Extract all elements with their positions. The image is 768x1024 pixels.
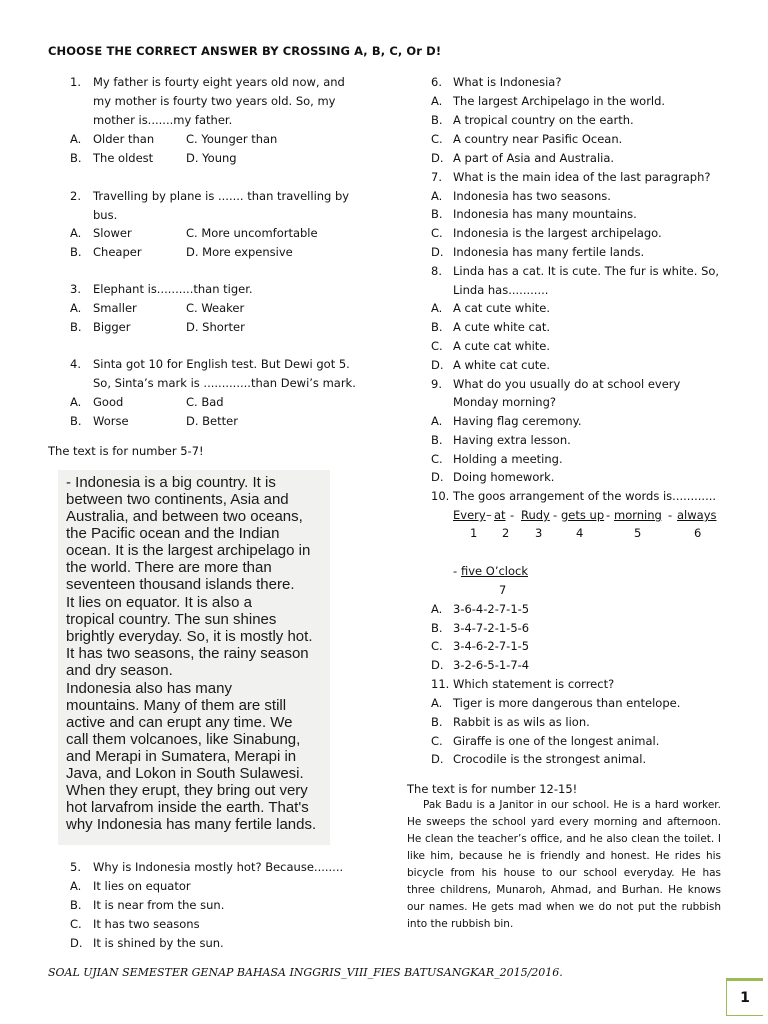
q8-stem-line2: Linda has...........: [453, 283, 549, 297]
q5-option-label[interactable]: C.: [70, 917, 82, 931]
passage-line: It has two seasons, the rainy season: [66, 645, 309, 662]
q10-option[interactable]: 3-6-4-2-7-1-5: [453, 602, 530, 616]
q2-option-b[interactable]: Cheaper: [93, 245, 142, 259]
passage-line: between two continents, Asia and: [66, 491, 289, 508]
q1-option-c[interactable]: C. Younger than: [186, 132, 278, 146]
q5-option-label[interactable]: B.: [70, 898, 82, 912]
q1-stem-line: my mother is fourty two years old. So, my: [93, 94, 336, 108]
passage-line: ocean. It is the largest archipelago in: [66, 542, 311, 559]
q10-word: at: [494, 508, 506, 522]
q8-option-label[interactable]: B.: [431, 320, 443, 334]
q3-option-d[interactable]: D. Shorter: [186, 320, 245, 334]
q9-option[interactable]: Doing homework.: [453, 470, 555, 484]
passage-line: Java, and Lokon in South Sulawesi.: [66, 765, 304, 782]
q10-option-label[interactable]: B.: [431, 621, 443, 635]
q5-option[interactable]: It is near from the sun.: [93, 898, 225, 912]
q5-option-label[interactable]: D.: [70, 936, 83, 950]
q10-dash: -: [453, 564, 458, 578]
q4-option-a-label[interactable]: A.: [70, 395, 82, 409]
text-intro-12-15: The text is for number 12-15!: [407, 782, 578, 796]
q4-number: 4.: [70, 357, 81, 371]
q6-option-label[interactable]: A.: [431, 94, 443, 108]
q1-option-a[interactable]: Older than: [93, 132, 155, 146]
passage-line: active and can erupt any time. We: [66, 714, 293, 731]
q5-option[interactable]: It has two seasons: [93, 917, 200, 931]
q6-option[interactable]: A tropical country on the earth.: [453, 113, 634, 127]
q4-option-c[interactable]: C. Bad: [186, 395, 224, 409]
passage-line: tropical country. The sun shines: [66, 611, 277, 628]
q10-dash: -: [606, 508, 611, 522]
q11-option-label[interactable]: C.: [431, 734, 443, 748]
q10-dash: -: [510, 508, 515, 522]
passage-pak-badu: [407, 797, 721, 933]
q6-option[interactable]: A part of Asia and Australia.: [453, 151, 615, 165]
q11-option[interactable]: Rabbit is as wils as lion.: [453, 715, 590, 729]
passage-line: hot larvafrom inside the earth. That's: [66, 799, 309, 816]
q8-option[interactable]: A cat cute white.: [453, 301, 551, 315]
q3-option-b-label[interactable]: B.: [70, 320, 82, 334]
q2-stem-line: bus.: [93, 208, 118, 222]
passage-text: Pak Badu is a Janitor in our school. He is a hard worker. He sweeps the school yard every morning and afternoon. He clean the teacher’s office, and he also clean the toilet. I like him, because he is friendly and honest. He rides his bicycle from his house to our school everyday. He has three childrens, Munaroh, Ahmad, and Burhan. He knows our names. He gets mad when we do not put the rubbish into the rubbish bin.: [407, 799, 721, 930]
q8-option[interactable]: A cute cat white.: [453, 339, 551, 353]
q7-stem: What is the main idea of the last paragraph?: [453, 170, 711, 184]
q5-option-label[interactable]: A.: [70, 879, 82, 893]
q8-option-label[interactable]: D.: [431, 358, 444, 372]
q2-option-a[interactable]: Slower: [93, 226, 132, 240]
q6-option-label[interactable]: C.: [431, 132, 443, 146]
q9-option-label[interactable]: B.: [431, 433, 443, 447]
text-intro-5-7: The text is for number 5-7!: [48, 444, 204, 458]
q9-option[interactable]: Having extra lesson.: [453, 433, 571, 447]
q10-word-number: 3: [535, 526, 543, 540]
q10-word-list: [0, 506, 768, 525]
passage-line: the Pacific ocean and the Indian: [66, 525, 280, 542]
passage-line: the world. There are more than: [66, 559, 272, 576]
q11-option[interactable]: Giraffe is one of the longest animal.: [453, 734, 660, 748]
q10-number-list: [0, 524, 768, 543]
q6-stem: What is Indonesia?: [453, 75, 562, 89]
q7-option-label[interactable]: A.: [431, 189, 443, 203]
q2-option-c[interactable]: C. More uncomfortable: [186, 226, 318, 240]
q1-option-a-label[interactable]: A.: [70, 132, 82, 146]
q11-option-label[interactable]: D.: [431, 752, 444, 766]
q9-option[interactable]: Holding a meeting.: [453, 452, 563, 466]
q7-option[interactable]: Indonesia has two seasons.: [453, 189, 611, 203]
q10-option-label[interactable]: A.: [431, 602, 443, 616]
q1-number: 1.: [70, 75, 81, 89]
q4-option-a[interactable]: Good: [93, 395, 124, 409]
q7-option-label[interactable]: C.: [431, 226, 443, 240]
q10-word-7: five O’clock: [461, 564, 529, 578]
q1-option-d[interactable]: D. Young: [186, 151, 237, 165]
q1-option-b-label[interactable]: B.: [70, 151, 82, 165]
q3-stem-line: Elephant is..........than tiger.: [93, 282, 253, 296]
q10-word-number: 2: [502, 526, 510, 540]
q6-number: 6.: [431, 75, 442, 89]
q4-stem-line: So, Sinta’s mark is .............than Dewi’s mark.: [93, 376, 356, 390]
q10-word-number: 5: [634, 526, 642, 540]
passage-line: why Indonesia has many fertile lands.: [66, 816, 317, 833]
q3-option-a[interactable]: Smaller: [93, 301, 137, 315]
page-number-text: 1: [740, 990, 750, 1006]
q6-option-label[interactable]: D.: [431, 151, 444, 165]
q10-word-number: 4: [576, 526, 584, 540]
q10-option-label[interactable]: D.: [431, 658, 444, 672]
q10-word: Rudy: [521, 508, 550, 522]
q10-option[interactable]: 3-4-7-2-1-5-6: [453, 621, 530, 635]
q9-option-label[interactable]: A.: [431, 414, 443, 428]
q3-option-b[interactable]: Bigger: [93, 320, 131, 334]
passage-line: call them volcanoes, like Sinabung,: [66, 731, 301, 748]
q10-option[interactable]: 3-2-6-5-1-7-4: [453, 658, 530, 672]
q5-number: 5.: [70, 860, 81, 874]
q9-option-label[interactable]: D.: [431, 470, 444, 484]
q3-option-c[interactable]: C. Weaker: [186, 301, 245, 315]
q9-stem: What do you usually do at school every: [453, 377, 681, 391]
passage-line: and dry season.: [66, 662, 173, 679]
q7-option-label[interactable]: B.: [431, 207, 443, 221]
q7-option-label[interactable]: D.: [431, 245, 444, 259]
passage-line: and Merapi in Sumatera, Merapi in: [66, 748, 297, 765]
q2-option-a-label[interactable]: A.: [70, 226, 82, 240]
q2-option-d[interactable]: D. More expensive: [186, 245, 293, 259]
q10-dash: -: [553, 508, 558, 522]
q2-number: 2.: [70, 189, 81, 203]
q5-option[interactable]: It is shined by the sun.: [93, 936, 224, 950]
passage-line: When they erupt, they bring out very: [66, 782, 308, 799]
q5-stem: Why is Indonesia mostly hot? Because........: [93, 860, 344, 874]
q2-stem-line: Travelling by plane is ....... than travelling by: [93, 189, 350, 203]
q1-stem-line: My father is fourty eight years old now, and: [93, 75, 345, 89]
q8-option[interactable]: A cute white cat.: [453, 320, 551, 334]
q10-number: 10.: [431, 489, 450, 503]
q11-option-label[interactable]: A.: [431, 696, 443, 710]
passage-line: - Indonesia is a big country. It is: [66, 474, 276, 491]
q9-number: 9.: [431, 377, 442, 391]
q8-option-label[interactable]: C.: [431, 339, 443, 353]
q10-stem: The goos arrangement of the words is............: [453, 489, 717, 503]
q10-word-number: 1: [470, 526, 478, 540]
q11-option[interactable]: Tiger is more dangerous than entelope.: [453, 696, 681, 710]
q7-number: 7.: [431, 170, 442, 184]
q7-option[interactable]: Indonesia has many mountains.: [453, 207, 637, 221]
passage-line: Indonesia also has many: [66, 680, 232, 697]
q10-dash: –: [486, 508, 492, 522]
q10-word-number-7: 7: [499, 583, 507, 597]
q7-option[interactable]: Indonesia is the largest archipelago.: [453, 226, 662, 240]
q10-option-label[interactable]: C.: [431, 639, 443, 653]
q3-option-a-label[interactable]: A.: [70, 301, 82, 315]
passage-line: Australia, and between two oceans,: [66, 508, 303, 525]
q10-word: Every: [453, 508, 486, 522]
q2-option-b-label[interactable]: B.: [70, 245, 82, 259]
footer-exam-title: SOAL UJIAN SEMESTER GENAP BAHASA INGGRIS_VIII_FIES BATUSANGKAR_2015/2016.: [48, 966, 563, 979]
q4-option-d[interactable]: D. Better: [186, 414, 238, 428]
passage-line: brightly everyday. So, it is mostly hot.: [66, 628, 313, 645]
q5-option[interactable]: It lies on equator: [93, 879, 191, 893]
q3-number: 3.: [70, 282, 81, 296]
q11-number: 11.: [431, 677, 450, 691]
q10-word-number: 6: [694, 526, 702, 540]
q8-option[interactable]: A white cat cute.: [453, 358, 551, 372]
q1-option-b[interactable]: The oldest: [93, 151, 154, 165]
q10-word: gets up: [561, 508, 605, 522]
q6-option[interactable]: A country near Pasific Ocean.: [453, 132, 623, 146]
passage-line: mountains. Many of them are still: [66, 697, 287, 714]
page-heading: CHOOSE THE CORRECT ANSWER BY CROSSING A, B, C, Or D!: [48, 44, 442, 58]
q1-stem-line: mother is.......my father.: [93, 113, 233, 127]
q6-option-label[interactable]: B.: [431, 113, 443, 127]
q8-option-label[interactable]: A.: [431, 301, 443, 315]
q4-option-b-label[interactable]: B.: [70, 414, 82, 428]
passage-line: seventeen thousand islands there.: [66, 576, 295, 593]
page-number: [726, 978, 763, 1016]
q4-option-b[interactable]: Worse: [93, 414, 129, 428]
passage-line: It lies on equator. It is also a: [66, 594, 252, 611]
q6-option[interactable]: The largest Archipelago in the world.: [453, 94, 666, 108]
q11-option[interactable]: Crocodile is the strongest animal.: [453, 752, 647, 766]
q9-option[interactable]: Having flag ceremony.: [453, 414, 582, 428]
q9-stem-line2: Monday morning?: [453, 395, 556, 409]
q8-stem: Linda has a cat. It is cute. The fur is white. So,: [453, 264, 720, 278]
q7-option[interactable]: Indonesia has many fertile lands.: [453, 245, 645, 259]
q11-stem: Which statement is correct?: [453, 677, 615, 691]
q8-number: 8.: [431, 264, 442, 278]
q10-word: morning: [614, 508, 662, 522]
q4-stem-line: Sinta got 10 for English test. But Dewi got 5.: [93, 357, 350, 371]
q10-dash: -: [668, 508, 673, 522]
q9-option-label[interactable]: C.: [431, 452, 443, 466]
q10-option[interactable]: 3-4-6-2-7-1-5: [453, 639, 530, 653]
q11-option-label[interactable]: B.: [431, 715, 443, 729]
q10-word: always: [677, 508, 717, 522]
